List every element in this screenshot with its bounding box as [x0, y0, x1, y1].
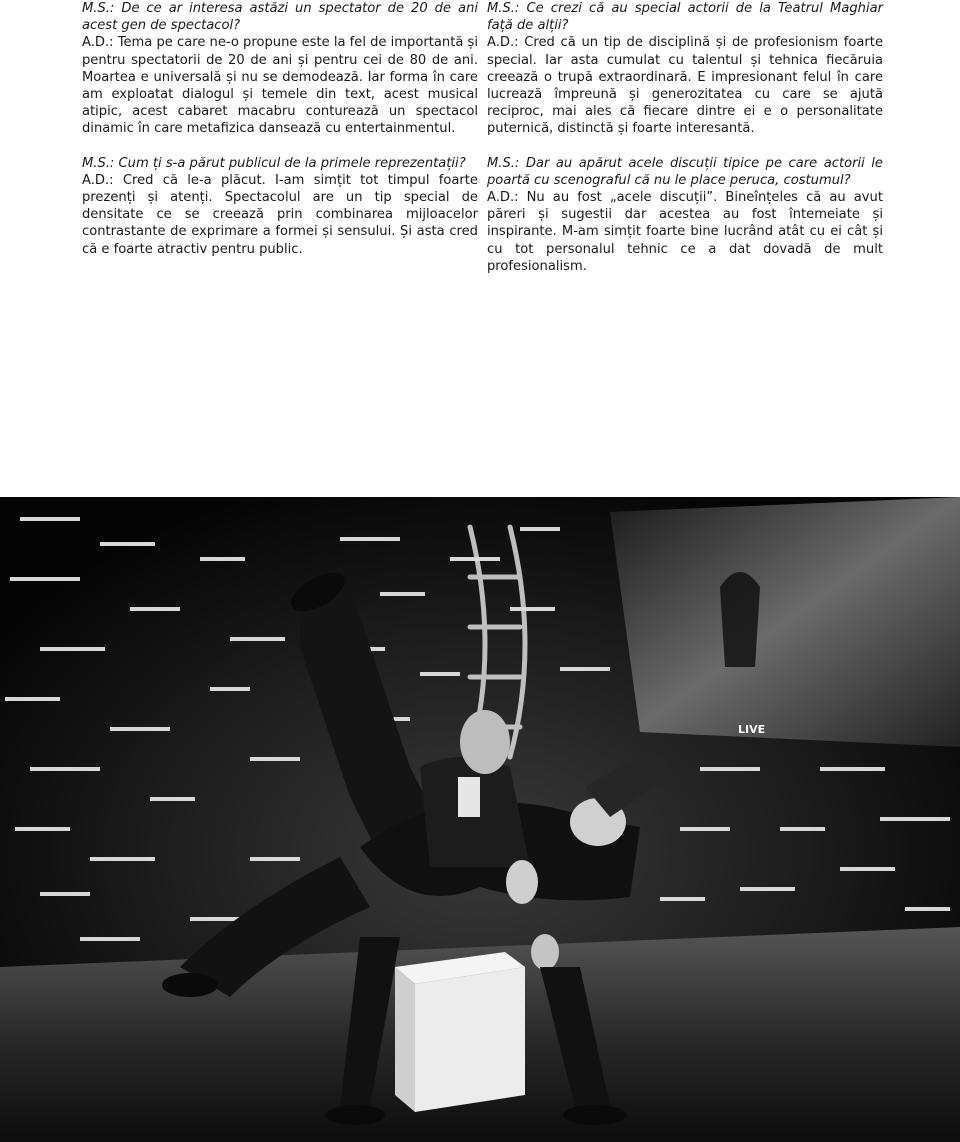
answer-text: Cred că le-a plăcut. I-am simțit tot timpul foarte prezenți și atenți. Spectacolul are un tip special de densitate ce se creează prin combinarea mijloacelor contrastante de exprimare a formei și sensului. Și asta cred că e foarte atractiv pentru public. — [82, 172, 478, 257]
question-2 — [487, 155, 883, 189]
answer-1 — [82, 34, 478, 137]
answer-1 — [487, 34, 883, 137]
question-text: Cum ți s-a părut publicul de la primele reprezentații? — [118, 155, 466, 171]
stage-photo — [0, 497, 960, 1142]
question-text: Dar au apărut acele discuții tipice pe care actorii le poartă cu scenograful că nu le place peruca, costumul? — [487, 155, 883, 188]
answer-text: Tema pe care ne-o propune este la fel de importantă și pentru spectatorii de 20 de ani și pentru cei de 80 de ani. Moartea e universală și nu se demodează. Iar forma în care am exploatat dialogul și temele din text, acest musical atipic, acest cabaret macabru conturează un spectacol dinamic în care metafizica dansează cu entertainmentul. — [82, 35, 478, 137]
answer-text: Cred că un tip de disciplină și de profesionism foarte special. Iar asta cumulat cu talentul și tehnica fiecăruia creează o trupă extraordinară. E impresionant felul în care lucrează împreună și generozitatea cu care se ajută reciproc, mai ales că fiecare dintre ei e o personalitate puternică, distinctă și foarte interesantă. — [487, 35, 883, 137]
question-text: Ce crezi că au special actorii de la Teatrul Maghiar față de alții? — [487, 1, 884, 34]
question-2 — [82, 155, 478, 172]
speaker-label: M.S.: — [82, 1, 115, 16]
speaker-label: A.D.: — [82, 172, 114, 188]
cube-prop — [395, 952, 525, 1112]
speaker-label: M.S.: — [82, 155, 115, 171]
speaker-label: A.D.: — [487, 35, 519, 51]
question-text: De ce ar interesa astăzi un spectator de 20 de ani acest gen de spectacol? — [82, 1, 478, 34]
speaker-label: M.S.: — [487, 1, 520, 16]
speaker-label: A.D.: — [82, 35, 114, 51]
question-1 — [487, 0, 883, 34]
projection-screen — [610, 497, 960, 747]
answer-2 — [487, 189, 883, 275]
answer-2 — [82, 172, 478, 258]
speaker-label: A.D.: — [487, 190, 519, 206]
speaker-label: M.S.: — [487, 155, 520, 171]
answer-text: Nu au fost „acele discuții”. Bineînțeles că au avut păreri și sugestii dar acestea au fost întemeiate și inspirante. M-am simțit foarte bine lucrând atât cu ei cât și cu tot personalul tehnic ce a dat dovadă de mult profesionalism. — [487, 190, 883, 274]
left-column — [82, 0, 478, 258]
screen-caption: LIVE — [738, 723, 766, 736]
right-column — [487, 0, 883, 275]
question-1 — [82, 0, 478, 34]
